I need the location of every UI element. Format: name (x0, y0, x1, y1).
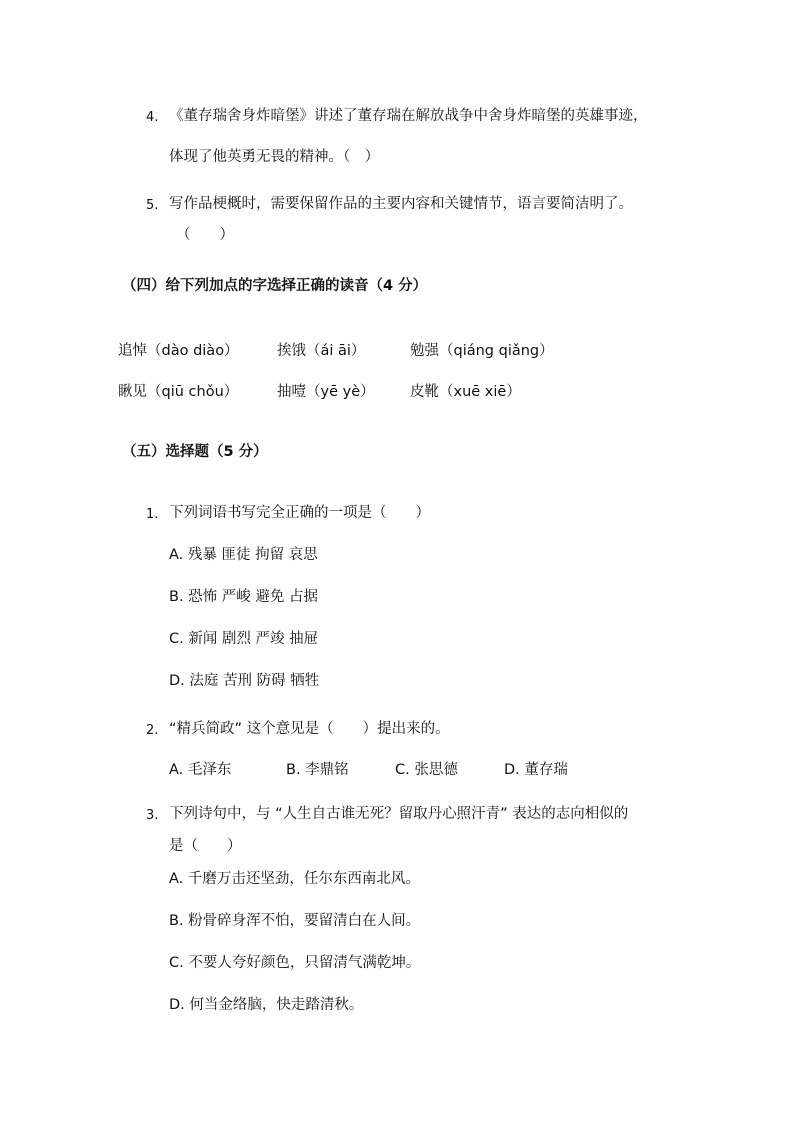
q2-option-c: C. 张思德 (395, 762, 458, 778)
tf-item-5-text-line1: 写作品梗概时，需要保留作品的主要内容和关键情节，语言要简洁明了。 (169, 196, 633, 212)
section-5-title: （五）选择题（5 分） (122, 444, 268, 460)
tf-item-5-answer-blank: （ ） (176, 227, 234, 243)
q2-option-a: A. 毛泽东 (169, 762, 232, 778)
q3-stem-line2: 是（ ） (169, 838, 242, 854)
tf-item-4-number: 4. (146, 110, 159, 125)
q2-number: 2. (146, 723, 159, 738)
q1-number: 1. (146, 507, 159, 522)
q3-stem-line1: 下列诗句中，与 “人生自古谁无死？留取丹心照汗青” 表达的志向相似的 (169, 806, 629, 822)
pinyin-item-6: 皮靴（xuē xiē） (410, 384, 521, 400)
pinyin-item-3: 勉强（qiáng qiǎng） (410, 343, 554, 359)
q1-option-b: B. 恐怖 严峻 避免 占据 (169, 589, 318, 605)
section-4-title: （四）给下列加点的字选择正确的读音（4 分） (122, 278, 428, 294)
q2-option-b: B. 李鼎铭 (286, 762, 349, 778)
tf-item-4-text-line2: 体现了他英勇无畏的精神。（ ） (169, 149, 380, 165)
q2-stem: “精兵简政” 这个意见是（ ）提出来的。 (169, 721, 450, 737)
q2-option-d: D. 董存瑞 (504, 762, 568, 778)
q1-option-d: D. 法庭 苦刑 防碍 牺牲 (169, 673, 320, 689)
q3-option-c: C. 不要人夸好颜色，只留清气满乾坤。 (169, 955, 421, 971)
q1-stem: 下列词语书写完全正确的一项是（ ） (169, 505, 430, 521)
pinyin-item-1: 追悼（dào diào） (118, 343, 239, 359)
pinyin-item-2: 挨饿（ái āi） (277, 343, 366, 359)
q1-option-c: C. 新闻 剧烈 严竣 抽屉 (169, 631, 319, 647)
q3-option-a: A. 千磨万击还坚劲，任尔东西南北风。 (169, 871, 420, 887)
tf-item-4-text-line1: 《董存瑞舍身炸暗堡》讲述了董存瑞在解放战争中舍身炸暗堡的英雄事迹， (169, 108, 648, 124)
pinyin-item-4: 瞅见（qiū chǒu） (118, 384, 239, 400)
tf-item-5-number: 5. (146, 198, 159, 213)
q3-option-b: B. 粉骨碎身浑不怕，要留清白在人间。 (169, 913, 421, 929)
q3-number: 3. (146, 808, 159, 823)
q1-option-a: A. 残暴 匪徒 拘留 哀思 (169, 547, 318, 563)
pinyin-item-5: 抽噎（yē yè） (277, 384, 375, 400)
q3-option-d: D. 何当金络脑，快走踏清秋。 (169, 997, 364, 1013)
